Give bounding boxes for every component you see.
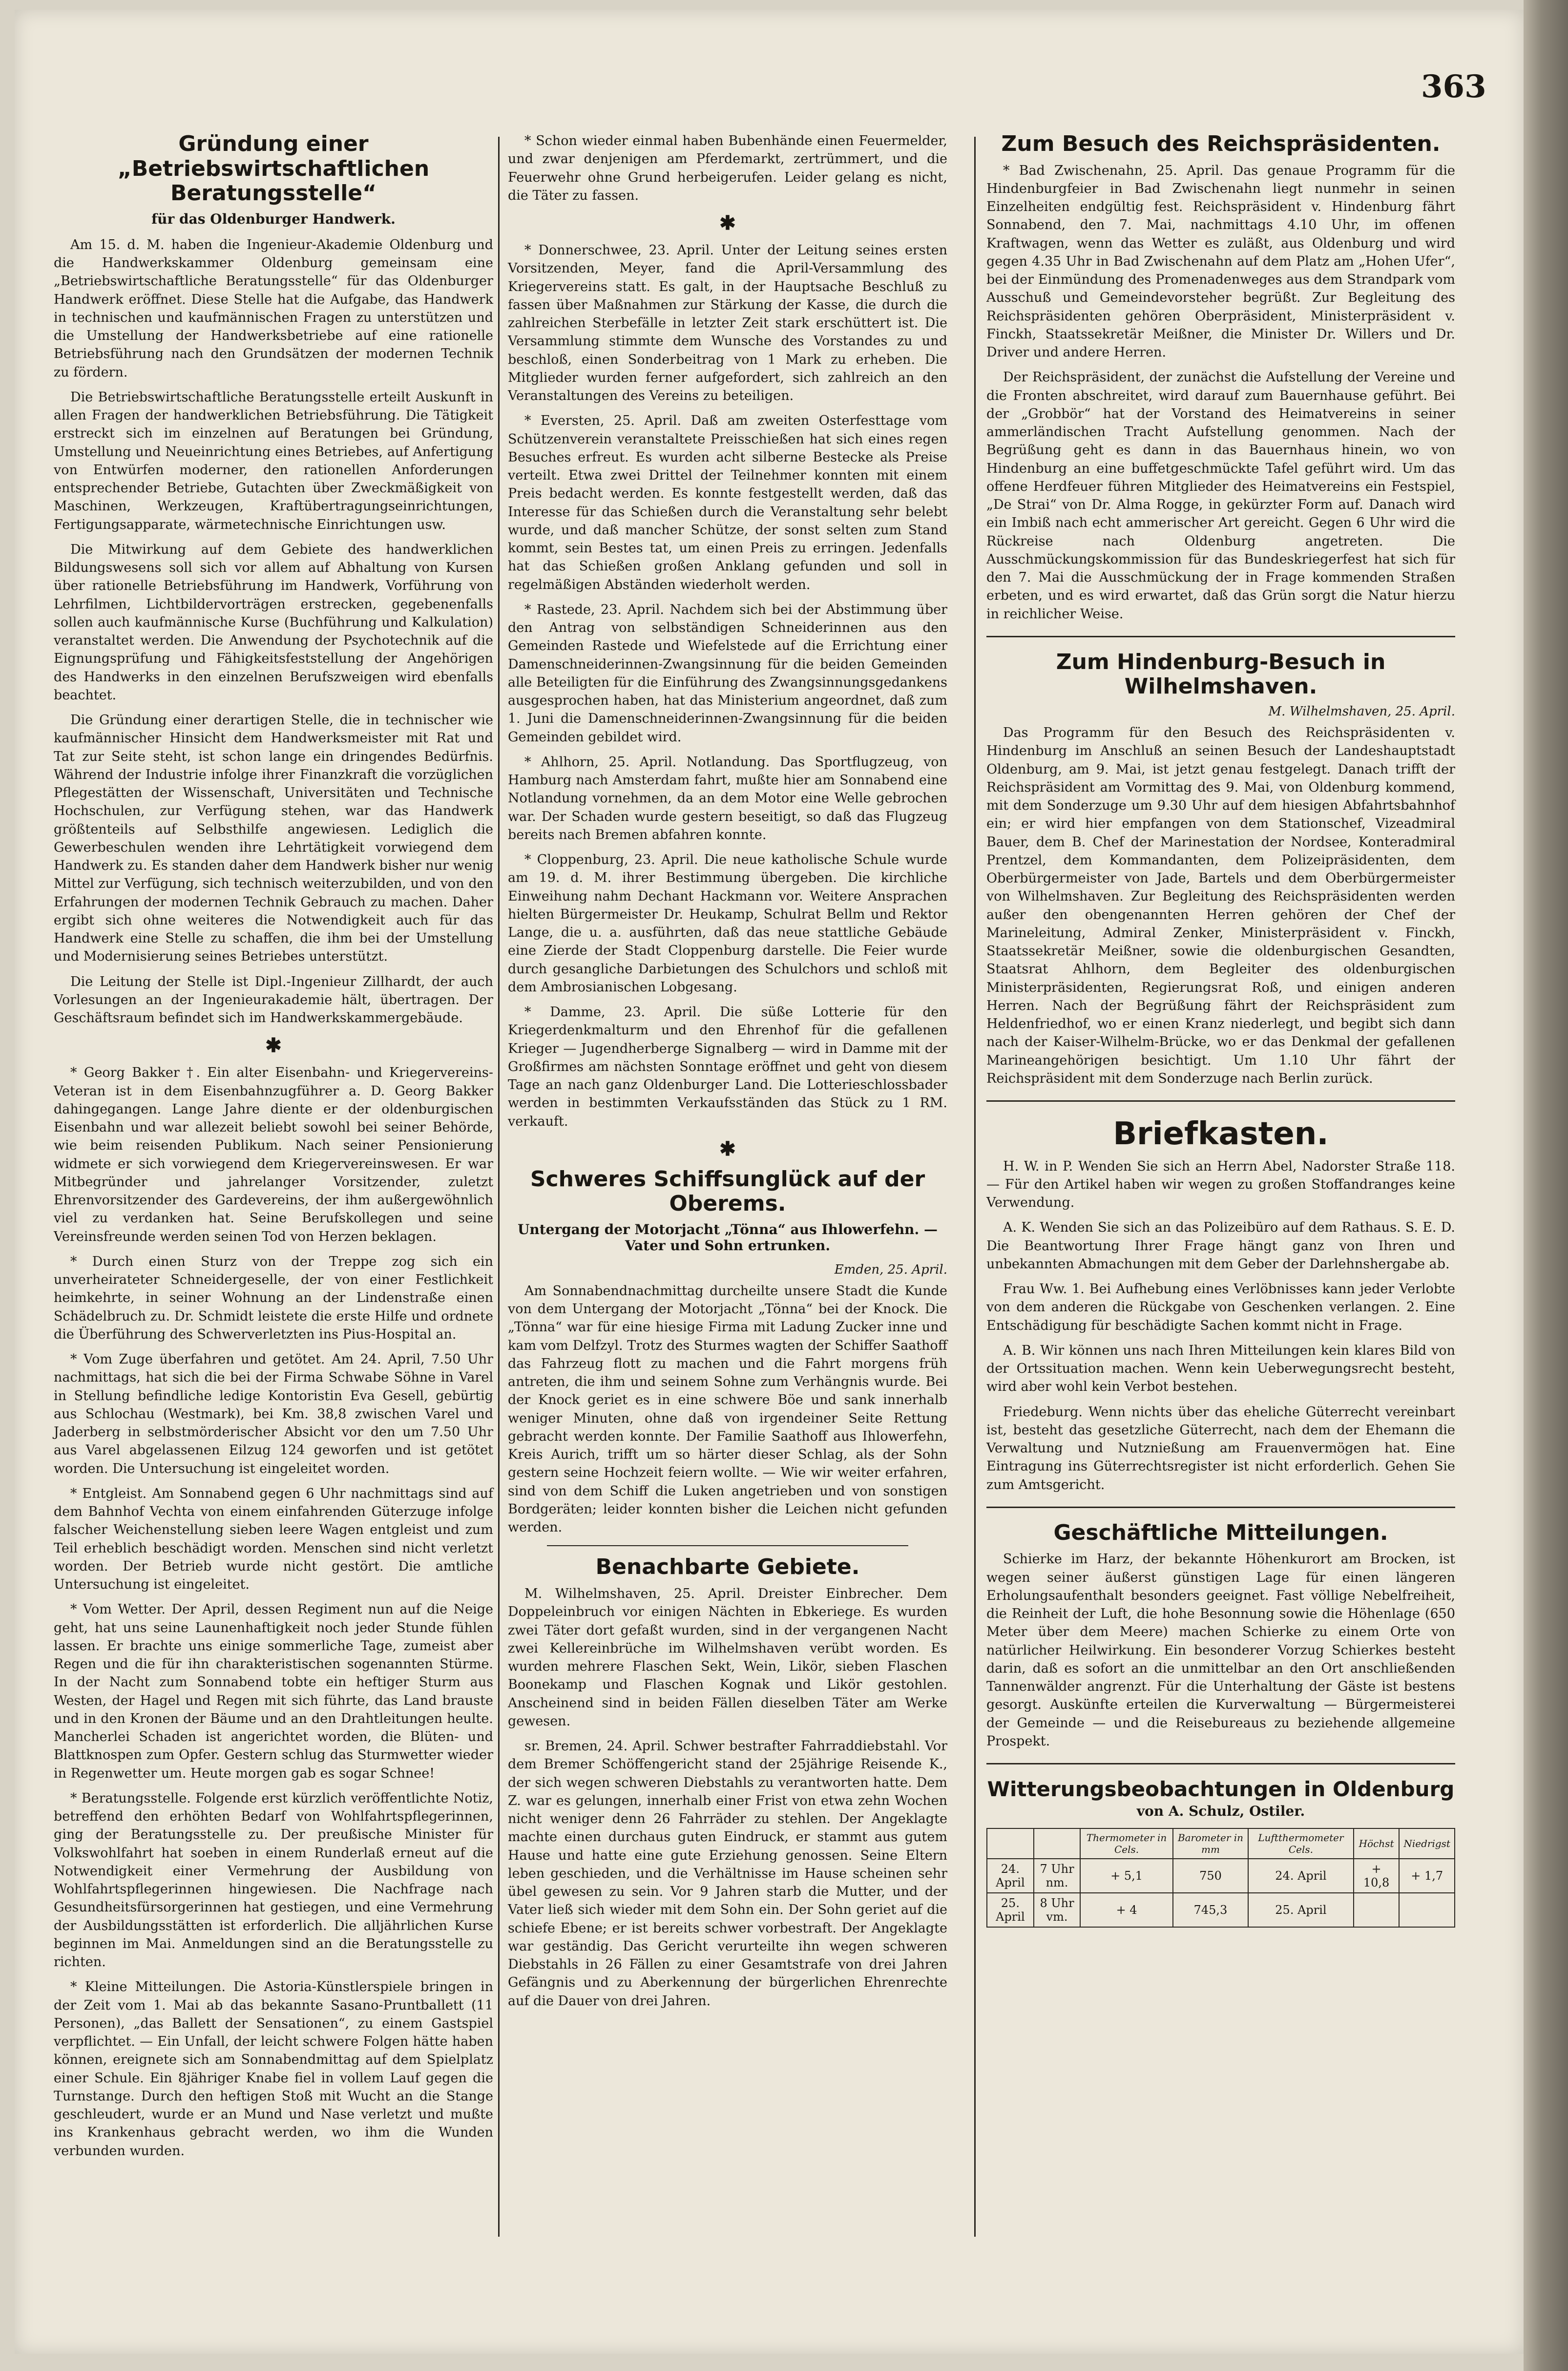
article-headline: Schweres Schiffsunglück auf der Oberems. [530,1166,925,1217]
news-item: * Beratungsstelle. Folgende erst kürzlich veröffentlichte Notiz, betreffend den erhöhten Bedarf von Wohlfahrtspflegerinnen, ging der Beratungsstelle zu. Der preußische Minister für Volkswohlfahrt hat soeben in einem Runderlaß erneut auf die Notwendigkeit einer Vermehrung der Ausbildung von Wohlfahrtspflegerinnen hingewiesen. Die Nachfrage nach Gesundheitsfürsorgerinnen hat gestiegen, und eine Vermehrung der Ausbildungsstätten ist erforderlich. Die alljährlichen Kurse beginnen im Mai. Anmeldungen sind an die Beratungsstelle zu richten. [54,1790,493,1970]
table-cell: 7 Uhr nm. [1034,1859,1081,1893]
news-item: * Vom Wetter. Der April, dessen Regiment nun auf die Neige geht, hat uns seine Launenhaftigkeit noch jeder Stunde fühlen lassen. Er brachte uns einige sommerliche Tage, zumeist aber Regen und die für ihn charakteristischen sogenannten Stürme. In der Nacht zum Sonnabend tobte ein heftiger Sturm aus Westen, der Hagel und Regen mit sich führte, das Land brauste und in den Kronen der Bäume und an den Drahtleitungen heulte. Mancherlei Schaden ist angerichtet worden, die Blüten- und Blattknospen zum Opfer. Gestern schlug das Sturmwetter wieder in Regenwetter um. Heute morgen gab es sogar Schnee! [54,1602,493,1781]
table-header-row [987,1828,1455,1859]
table-cell: + 4 [1080,1893,1173,1927]
news-item: * Vom Zuge überfahren und getötet. Am 24. April, 7.50 Uhr nachmittags, hat sich die bei der Firma Schwabe Söhne in Varel in Stellung befindliche ledige Kontoristin Eva Gesell, gebürtig aus Schlochau (Westmark), bei Km. 38,8 zwischen Varel und Jaderberg in selbstmörderischer Absicht vor den um 7.50 Uhr aus Varel abgelassenen Eilzug 124 geworfen und ist getötet worden. Die Untersuchung ist eingeleitet worden. [54,1352,493,1476]
news-item: * Georg Bakker †. Ein alter Eisenbahn- und Kriegervereins-Veteran ist in dem Eisenbahnzugführer a. D. Georg Bakker dahingegangen. Lange Jahre diente er der oldenburgischen Eisenbahn und war allezeit beliebt sowohl bei seiner Behörde, wie beim reisenden Publikum. Nach seiner Pensionierung widmete er sich vorwiegend dem Kriegervereinswesen. Er war Mitbegründer und jahrelanger Vorsitzender, zuletzt Ehrenvorsitzender des Gardevereins, der ihm außergewöhnlich viel zu verdanken hat. Seine Berufskollegen und seine Vereinsfreunde werden seinen Tod von Herzen beklagen. [54,1065,493,1244]
divider [547,1545,908,1546]
paragraph: Der Reichspräsident, der zunächst die Aufstellung der Vereine und die Fronten abschreitet, wird darauf zum Bauernhause geführt. Bei der „Grobbör“ hat der Vorstand des Heimatvereins in seiner ammerländischen Tracht Aufstellung genommen. Nach der Begrüßung geht es dann in das Bauernhaus hinein, wo von Hindenburg an eine buffetgeschmückte Tafel geführt wird. Um das offene Herdfeuer führen Mitglieder des Heimatvereins ein Festspiel, „De Strai“ von Dr. Alma Rogge, in gekürzter Form auf. Danach wird ein Imbiß nach echt ammerischer Art gereicht. Gegen 6 Uhr wird die Rückreise nach Oldenburg angetreten. Die Ausschmückungskommission für das Bundeskriegerfest hat sich für den 7. Mai die Ausschmückung der in Frage kommenden Straßen erbeten, und es wird erwartet, daß das Grün sorgt die Natur hierzu in reichlicher Weise. [986,370,1455,622]
article-headline: Gründung einer „Betriebswirtschaftlichen Beratungsstelle“ [117,131,430,206]
article-headline: Zum Hindenburg-Besuch in Wilhelmshaven. [1056,649,1386,699]
news-item: * Rastede, 23. April. Nachdem sich bei der Abstimmung über den Antrag von selbständigen Schneiderinnen aus den Gemeinden Rastede und Wiefelstede auf die Errichtung einer Damenschneiderinnen-Zwangsinnung für die beiden Gemeinden alle Beteiligten für die Einführung des Zwangsinnungsgedankens ausgesprochen haben, hat das Ministerium angeordnet, daß zum 1. Juni die Damenschneiderinnen-Zwangsinnung für die beiden Gemeinden gebildet wird. [508,602,947,745]
letter-reply: Friedeburg. Wenn nichts über das eheliche Güterrecht vereinbart ist, besteht das gesetzliche Güterrecht, nach dem der Ehemann die Verwaltung und Nutznießung am Frauenvermögen hat. Eine Eintragung ins Güterrechtsregister ist nicht erforderlich. Gehen Sie zum Amtsgericht. [986,1404,1455,1492]
paragraph: Am Sonnabendnachmittag durcheilte unsere Stadt die Kunde von dem Untergang der Motorjacht „Tönna“ bei der Knock. Die „Tönna“ war für eine hiesige Firma mit Ladung Zucker inne und kam vom Delfzyl. Trotz des Sturmes wagten der Schiffer Saathoff das Fahrzeug flott zu machen und die Fahrt morgens früh antreten, die ihm und seinem Sohne zum Verhängnis wurde. Bei der Knock geriet es in eine schwere Böe und sank innerhalb weniger Minuten, ohne daß von irgendeiner Seite Rettung gebracht werden konnte. Der Familie Saathoff aus Ihlowerfehn, Kreis Aurich, trifft um so härter dieser Schlag, als der Sohn gestern seine Hochzeit feiern wollte. — Wie wir weiter erfahren, sind von dem Schiff die Luken angetrieben und von sonstigen Bordgeräten; leider konnten bisher die Leichen nicht gefunden werden. [508,1283,947,1535]
news-item: * Schon wieder einmal haben Bubenhände einen Feuermelder, und zwar denjenigen am Pferdemarkt, zertrümmert, und die Feuerwehr ohne Grund herbeigerufen. Leider gelang es nicht, die Täter zu fassen. [508,133,947,203]
table-cell [1399,1893,1455,1927]
paragraph: Die Gründung einer derartigen Stelle, die in technischer wie kaufmännischer Hinsicht dem Handwerksmeister mit Rat und Tat zur Seite steht, ist schon lange ein dringendes Bedürfnis. Während der Industrie infolge ihrer Finanzkraft die vorzüglichen Pflegestätten der Wissenschaft, Universitäten und Technische Hochschulen, zur Verfügung stehen, war das Handwerk größtenteils auf Selbsthilfe angewiesen. Lediglich die Gewerbeschulen wenden ihre Lehrtätigkeit vorwiegend dem Handwerk zu. Es standen daher dem Handwerk bisher nur wenig Mittel zur Verfügung, sich technisch weiterzubilden, und von den Erfahrungen der modernen Technik Gebrauch zu machen. Daher ergibt sich ohne weiteres die Notwendigkeit auch für das Handwerk eine Stelle zu schaffen, die ihm bei der Umstellung und Modernisierung seines Betriebes unterstützt. [54,713,493,965]
table-header-cell [987,1828,1034,1859]
table-cell [1354,1893,1400,1927]
weather-table-title: Witterungsbeobachtungen in Oldenburg [987,1777,1455,1802]
table-cell: 750 [1173,1859,1248,1893]
divider [986,1100,1455,1102]
table-cell: 24. April [987,1859,1034,1893]
section-headline: Benachbarte Gebiete. [595,1554,860,1580]
news-item: M. Wilhelmshaven, 25. April. Dreister Einbrecher. Dem Doppeleinbruch vor einigen Nächten in Ebkeriege. Es wurden zwei Täter dort gefaßt wurden, sind in der vergangenen Nacht zwei Kellereinbrüche im Wilhelmshaven verübt worden. Es wurden mehrere Flaschen Sekt, Wein, Likör, sieben Flaschen Boonekamp und Flaschen Kognak und Likör gestohlen. Anscheinend sind in beiden Fällen dieselben Täter am Werke gewesen. [508,1586,947,1729]
table-header-cell: Luftthermometer Cels. [1248,1828,1354,1859]
table-cell: + 5,1 [1080,1859,1173,1893]
table-cell: 745,3 [1173,1893,1248,1927]
table-cell: 25. April [987,1893,1034,1927]
dateline: Emden, 25. April. [834,1262,947,1277]
column-1 [54,132,493,2167]
table-cell: + 10,8 [1354,1859,1400,1893]
news-item: * Eversten, 25. April. Daß am zweiten Osterfesttage vom Schützenverein veranstaltete Preisschießen hat sich eines regen Besuches erfreut. Es wurden acht silberne Bestecke als Preise verteilt. Etwa zwei Drittel der Teilnehmer konnten mit einem Preis bedacht werden. Es konnte festgestellt werden, daß das Interesse für das Schießen durch die Veranstaltung sehr belebt wurde, und daß mancher Schütze, der sonst selten zum Stand kommt, sein Bestes tat, um einen Preis zu erringen. Jedenfalls hat das Schießen großen Anklang gefunden und soll in regelmäßigen Abständen wiederholt werden. [508,413,947,592]
newspaper-page [15,10,1524,2354]
weather-table-byline: von A. Schulz, Ostiler. [1136,1803,1305,1820]
news-item: * Donnerschwee, 23. April. Unter der Leitung seines ersten Vorsitzenden, Meyer, fand die April-Versammlung des Kriegervereins statt. Es galt, in der Hauptsache Beschluß zu fassen über Maßnahmen zur Stärkung der Kasse, die durch die zahlreichen Sterbefälle in letzter Zeit stark erschüttert ist. Die Versammlung stimmte dem Wunsche des Vorstandes zu und beschloß, einen Sonderbeitrag von 1 Mark zu erheben. Die Mitglieder wurden ferner aufgefordert, sich zahlreich an den Veranstaltungen des Vereins zu beteiligen. [508,243,947,403]
news-item: sr. Bremen, 24. April. Schwer bestrafter Fahrraddiebstahl. Vor dem Bremer Schöffengericht stand der 25jährige Reisende K., der sich wegen schweren Diebstahls zu verantworten hatte. Dem Z. war es gelungen, innerhalb einer Frist von etwa zehn Wochen nicht weniger denn 26 Fahrräder zu stehlen. Der Angeklagte machte einen durchaus guten Eindruck, er stammt aus gutem Hause und hatte eine gute Erziehung genossen. Seine Eltern leben geschieden, und die Verhältnisse im Hause scheinen sehr übel gewesen zu sein. Vor 9 Jahren starb die Mutter, und der Vater ließ sich wieder mit dem Sohn ein. Der Sohn geriet auf die schiefe Ebene; er ist bereits schwer vorbestraft. Der Angeklagte war geständig. Das Gericht verurteilte ihn wegen schweren Diebstahls in 26 Fällen zu einer Gesamtstrafe von drei Jahren Gefängnis und zu Aberkennung der bürgerlichen Ehrenrechte auf die Dauer von drei Jahren. [508,1739,947,2009]
paragraph: Die Betriebswirtschaftliche Beratungsstelle erteilt Auskunft in allen Fragen der handwerklichen Betriebsführung. Die Tätigkeit erstreckt sich im einzelnen auf Beratungen bei Gründung, Umstellung und Neueinrichtung eines Betriebes, auf Anfertigung von Entwürfen moderner, den rationellen Anforderungen entsprechender Betriebe, Gutachten über Zweckmäßigkeit von Maschinen, Werkzeugen, Kraftübertragungseinrichtungen, Fertigungsapparate, wärmetechnische Einrichtungen usw. [54,389,493,532]
section-separator: ✱ [719,1137,736,1160]
column-rule [974,137,976,2237]
news-item: * Ahlhorn, 25. April. Notlandung. Das Sportflugzeug, von Hamburg nach Amsterdam fahrt, mußte hier am Sonnabend eine Notlandung vornehmen, da an dem Motor eine Welle gebrochen war. Der Schaden wurde gestern beseitigt, so daß das Flugzeug bereits nach Bremen abfahren konnte. [508,754,947,842]
table-cell: 8 Uhr vm. [1034,1893,1081,1927]
table-header-cell: Höchst [1354,1828,1400,1859]
weather-table [986,1828,1455,1928]
section-separator: ✱ [719,211,736,234]
news-item: * Cloppenburg, 23. April. Die neue katholische Schule wurde am 19. d. M. ihrer Bestimmung übergeben. Die kirchliche Einweihung nahm Dechant Hackmann vor. Weitere Ansprachen hielten Bürgermeister Dr. Heukamp, Schulrat Bellm und Rektor Lange, die u. a. ausführten, daß das neue stattliche Gebäude eine Zierde der Stadt Cloppenburg darstelle. Die Feier wurde durch gesangliche Darbietungen des Schulchors und schloß mit dem Ambrosianischen Lobgesang. [508,852,947,995]
letter-reply: H. W. in P. Wenden Sie sich an Herrn Abel, Nadorster Straße 118. — Für den Artikel haben wir wegen zu großen Stoffandranges keine Verwendung. [986,1158,1455,1211]
table-header-cell [1034,1828,1081,1859]
news-item: * Durch einen Sturz von der Treppe zog sich ein unverheirateter Schneidergeselle, der von einer Festlichkeit heimkehrte, in seiner Wohnung an der Lindenstraße einen Schädelbruch zu. Dr. Schmidt leistete die erste Hilfe und ordnete die Überführung des Schwerverletzten ins Pius-Hospital an. [54,1254,493,1342]
divider [986,1507,1455,1508]
paragraph: Am 15. d. M. haben die Ingenieur-Akademie Oldenburg und die Handwerkskammer Oldenburg gemeinsam eine „Betriebswirtschaftliche Beratungsstelle“ für das Oldenburger Handwerk eröffnet. Diese Stelle hat die Aufgabe, das Handwerk in technischen und kaufmännischen Fragen zu unterstützen und die Umstellung der Handwerksbetriebe auf eine rationelle Betriebsführung nach den Grundsätzen der modernen Technik zu fördern. [54,237,493,380]
table-header-cell: Barometer in mm [1173,1828,1248,1859]
table-row [987,1859,1455,1893]
table-cell: 25. April [1248,1893,1354,1927]
table-cell: + 1,7 [1399,1859,1455,1893]
paragraph: Die Leitung der Stelle ist Dipl.-Ingenieur Zillhardt, der auch Vorlesungen an der Ingenieurakademie hält, übertragen. Der Geschäftsraum befindet sich im Handwerkskammergebäude. [54,974,493,1026]
article-headline: Zum Besuch des Reichspräsidenten. [1001,131,1441,156]
column-2 [508,132,947,2017]
page-number: 363 [1421,68,1486,105]
table-header-cell: Niedrigst [1399,1828,1455,1859]
divider [986,636,1455,637]
paragraph: Schierke im Harz, der bekannte Höhenkurort am Brocken, ist wegen seiner äußerst günstigen Lage für einen längeren Erholungsaufenthalt besonders geeignet. Fast völlige Nebelfreiheit, die Reinheit der Luft, die hohe Besonnung sowie die Höhenlage (650 Meter über dem Meere) machen Schierke zu einem Orte von natürlicher Heilwirkung. Ein besonderer Vorzug Schierkes besteht darin, daß es sofort an die unmittelbar an den Ort anschließenden Tannenwälder angrenzt. Für die Unterhaltung der Gäste ist bestens gesorgt. Auskünfte erteilen die Kurverwaltung — Bürgermeisterei der Gemeinde — und die Reisebureaus zu beziehende allgemeine Prospekt. [986,1552,1455,1749]
divider [986,1763,1455,1764]
column-3 [986,132,1455,1928]
letter-reply: Frau Ww. 1. Bei Aufhebung eines Verlöbnisses kann jeder Verlobte von dem anderen die Rückgabe von Geschenken verlangen. 2. Eine Entschädigung für beschädigte Sachen kommt nicht in Frage. [986,1281,1455,1333]
paragraph: * Bad Zwischenahn, 25. April. Das genaue Programm für die Hindenburgfeier in Bad Zwischenahn liegt nunmehr in seinen Einzelheiten endgültig fest. Reichspräsident v. Hindenburg fährt Sonnabend, den 7. Mai, nachmittags 4.10 Uhr, im offenen Kraftwagen, wenn das Wetter es zuläßt, aus Oldenburg und wird gegen 4.35 Uhr in Bad Zwischenahn auf dem Platz am „Hohen Ufer“, bei der Einmündung des Promenadenweges aus dem Strandpark vom Ausschuß und Gemeindevorsteher begrüßt. Zur Begleitung des Reichspräsidenten gehören Oberpräsident, Ministerpräsident v. Finckh, Staatssekretär Meißner, die Minister Dr. Willers und Dr. Driver und andere Herren. [986,163,1455,360]
article-subheadline: Untergang der Motorjacht „Tönna“ aus Ihlowerfehn. — Vater und Sohn ertrunken. [517,1221,938,1254]
book-binding [1524,0,1568,2371]
paragraph: Die Mitwirkung auf dem Gebiete des handwerklichen Bildungswesens soll sich vor allem auf Abhaltung von Kursen über rationelle Betriebsführung im Handwerk, Vorführung von Lehrfilmen, Lichtbildervorträgen erstrecken, gegebenenfalls sollen auch kaufmännische Kurse (Buchführung und Kalkulation) veranstaltet werden. Die Anwendung der Psychotechnik auf die Eignungsprüfung und Fähigkeitsfeststellung der Angehörigen des Handwerks in den einzelnen Berufszweigen wird ebenfalls beachtet. [54,542,493,703]
news-item: * Damme, 23. April. Die süße Lotterie für den Kriegerdenkmalturm und den Ehrenhof für die gefallenen Krieger — Jugendherberge Signalberg — wird in Damme mit der Großfirmes am nächsten Sonntage eröffnet und geht von diesem Tage an nach ganz Oldenburger Land. Die Lotterieschlossbader werden in bestimmten Verkaufsständen das Stück zu 1 RM. verkauft. [508,1005,947,1129]
table-cell: 24. April [1248,1859,1354,1893]
section-headline: Geschäftliche Mitteilungen. [1053,1520,1388,1545]
section-headline: Briefkasten. [1113,1116,1329,1153]
news-item: * Entgleist. Am Sonnabend gegen 6 Uhr nachmittags sind auf dem Bahnhof Vechta von einem einfahrenden Güterzuge infolge falscher Weichenstellung sieben leere Wagen entgleist und zum Teil erheblich beschädigt worden. Menschen sind nicht verletzt worden. Der Betrieb wurde nicht gestört. Die amtliche Untersuchung ist eingeleitet. [54,1486,493,1593]
news-item: * Kleine Mitteilungen. Die Astoria-Künstlerspiele bringen in der Zeit vom 1. Mai ab das bekannte Sasano-Pruntballett (11 Personen), „das Ballett der Sensationen“, zu einem Gastspiel verpflichtet. — Ein Unfall, der leicht schwere Folgen hätte haben können, ereignete sich am Sonnabendmittag auf dem Spielplatz einer Schule. Ein 8jähriger Knabe fiel in vollem Lauf gegen die Turnstange. Durch den heftigen Stoß mit Wucht an die Stange geschleudert, wurde er an Mund und Nase verletzt und mußte ins Krankenhaus gebracht werden, wo ihm die Wunden verbunden wurden. [54,1979,493,2159]
article-subheadline: für das Oldenburger Handwerk. [151,210,396,227]
dateline: M. Wilhelmshaven, 25. April. [1268,704,1455,719]
letter-reply: A. K. Wenden Sie sich an das Polizeibüro auf dem Rathaus. S. E. D. Die Beantwortung Ihrer Frage hängt ganz von Ihren und unbekannten Abmachungen mit dem Geber der Darlehnshergabe ab. [986,1220,1455,1272]
letter-reply: A. B. Wir können uns nach Ihren Mitteilungen kein klares Bild von der Ortssituation machen. Wenn kein Ueberwegungsrecht besteht, wird aber wohl kein Verbot bestehen. [986,1343,1455,1395]
table-row [987,1893,1455,1927]
paragraph: Das Programm für den Besuch des Reichspräsidenten v. Hindenburg im Anschluß an seinen Besuch der Landeshauptstadt Oldenburg, am 9. Mai, ist jetzt genau festgelegt. Danach trifft der Reichspräsident am Vormittag des 9. Mai, von Oldenburg kommend, mit dem Sonderzuge um 9.30 Uhr auf dem hiesigen Abfahrtsbahnhof ein; er wird hier empfangen von dem Stationschef, Vizeadmiral Bauer, dem B. Chef der Marinestation der Nordsee, Konteradmiral Prentzel, dem Kommandanten, dem Polizeipräsidenten, dem Oberbürgermeister von Jade, Bartels und dem Oberbürgermeister von Wilhelmshaven. Zur Begleitung des Reichspräsidenten werden außer den obengenannten Herren gehören der Chef der Marineleitung, Admiral Zenker, Ministerpräsident v. Finckh, Staatssekretär Meißner, sowie die oldenburgischen Gesandten, Staatsrat Ahlhorn, dem Begleiter des oldenburgischen Ministerpräsidenten, Regierungsrat Roß, und einigen anderen Herren. Nach der Begrüßung fährt der Reichspräsident zum Heldenfriedhof, wo er einen Kranz niederlegt, und begibt sich dann nach der Kaiser-Wilhelm-Brücke, wo er das Denkmal der gefallenen Marineangehörigen besichtigt. Um 1.10 Uhr fährt der Reichspräsident mit dem Sonderzuge nach Berlin zurück. [986,725,1455,1086]
table-header-cell: Thermometer in Cels. [1080,1828,1173,1859]
column-rule [498,137,500,2237]
section-separator: ✱ [265,1034,282,1057]
